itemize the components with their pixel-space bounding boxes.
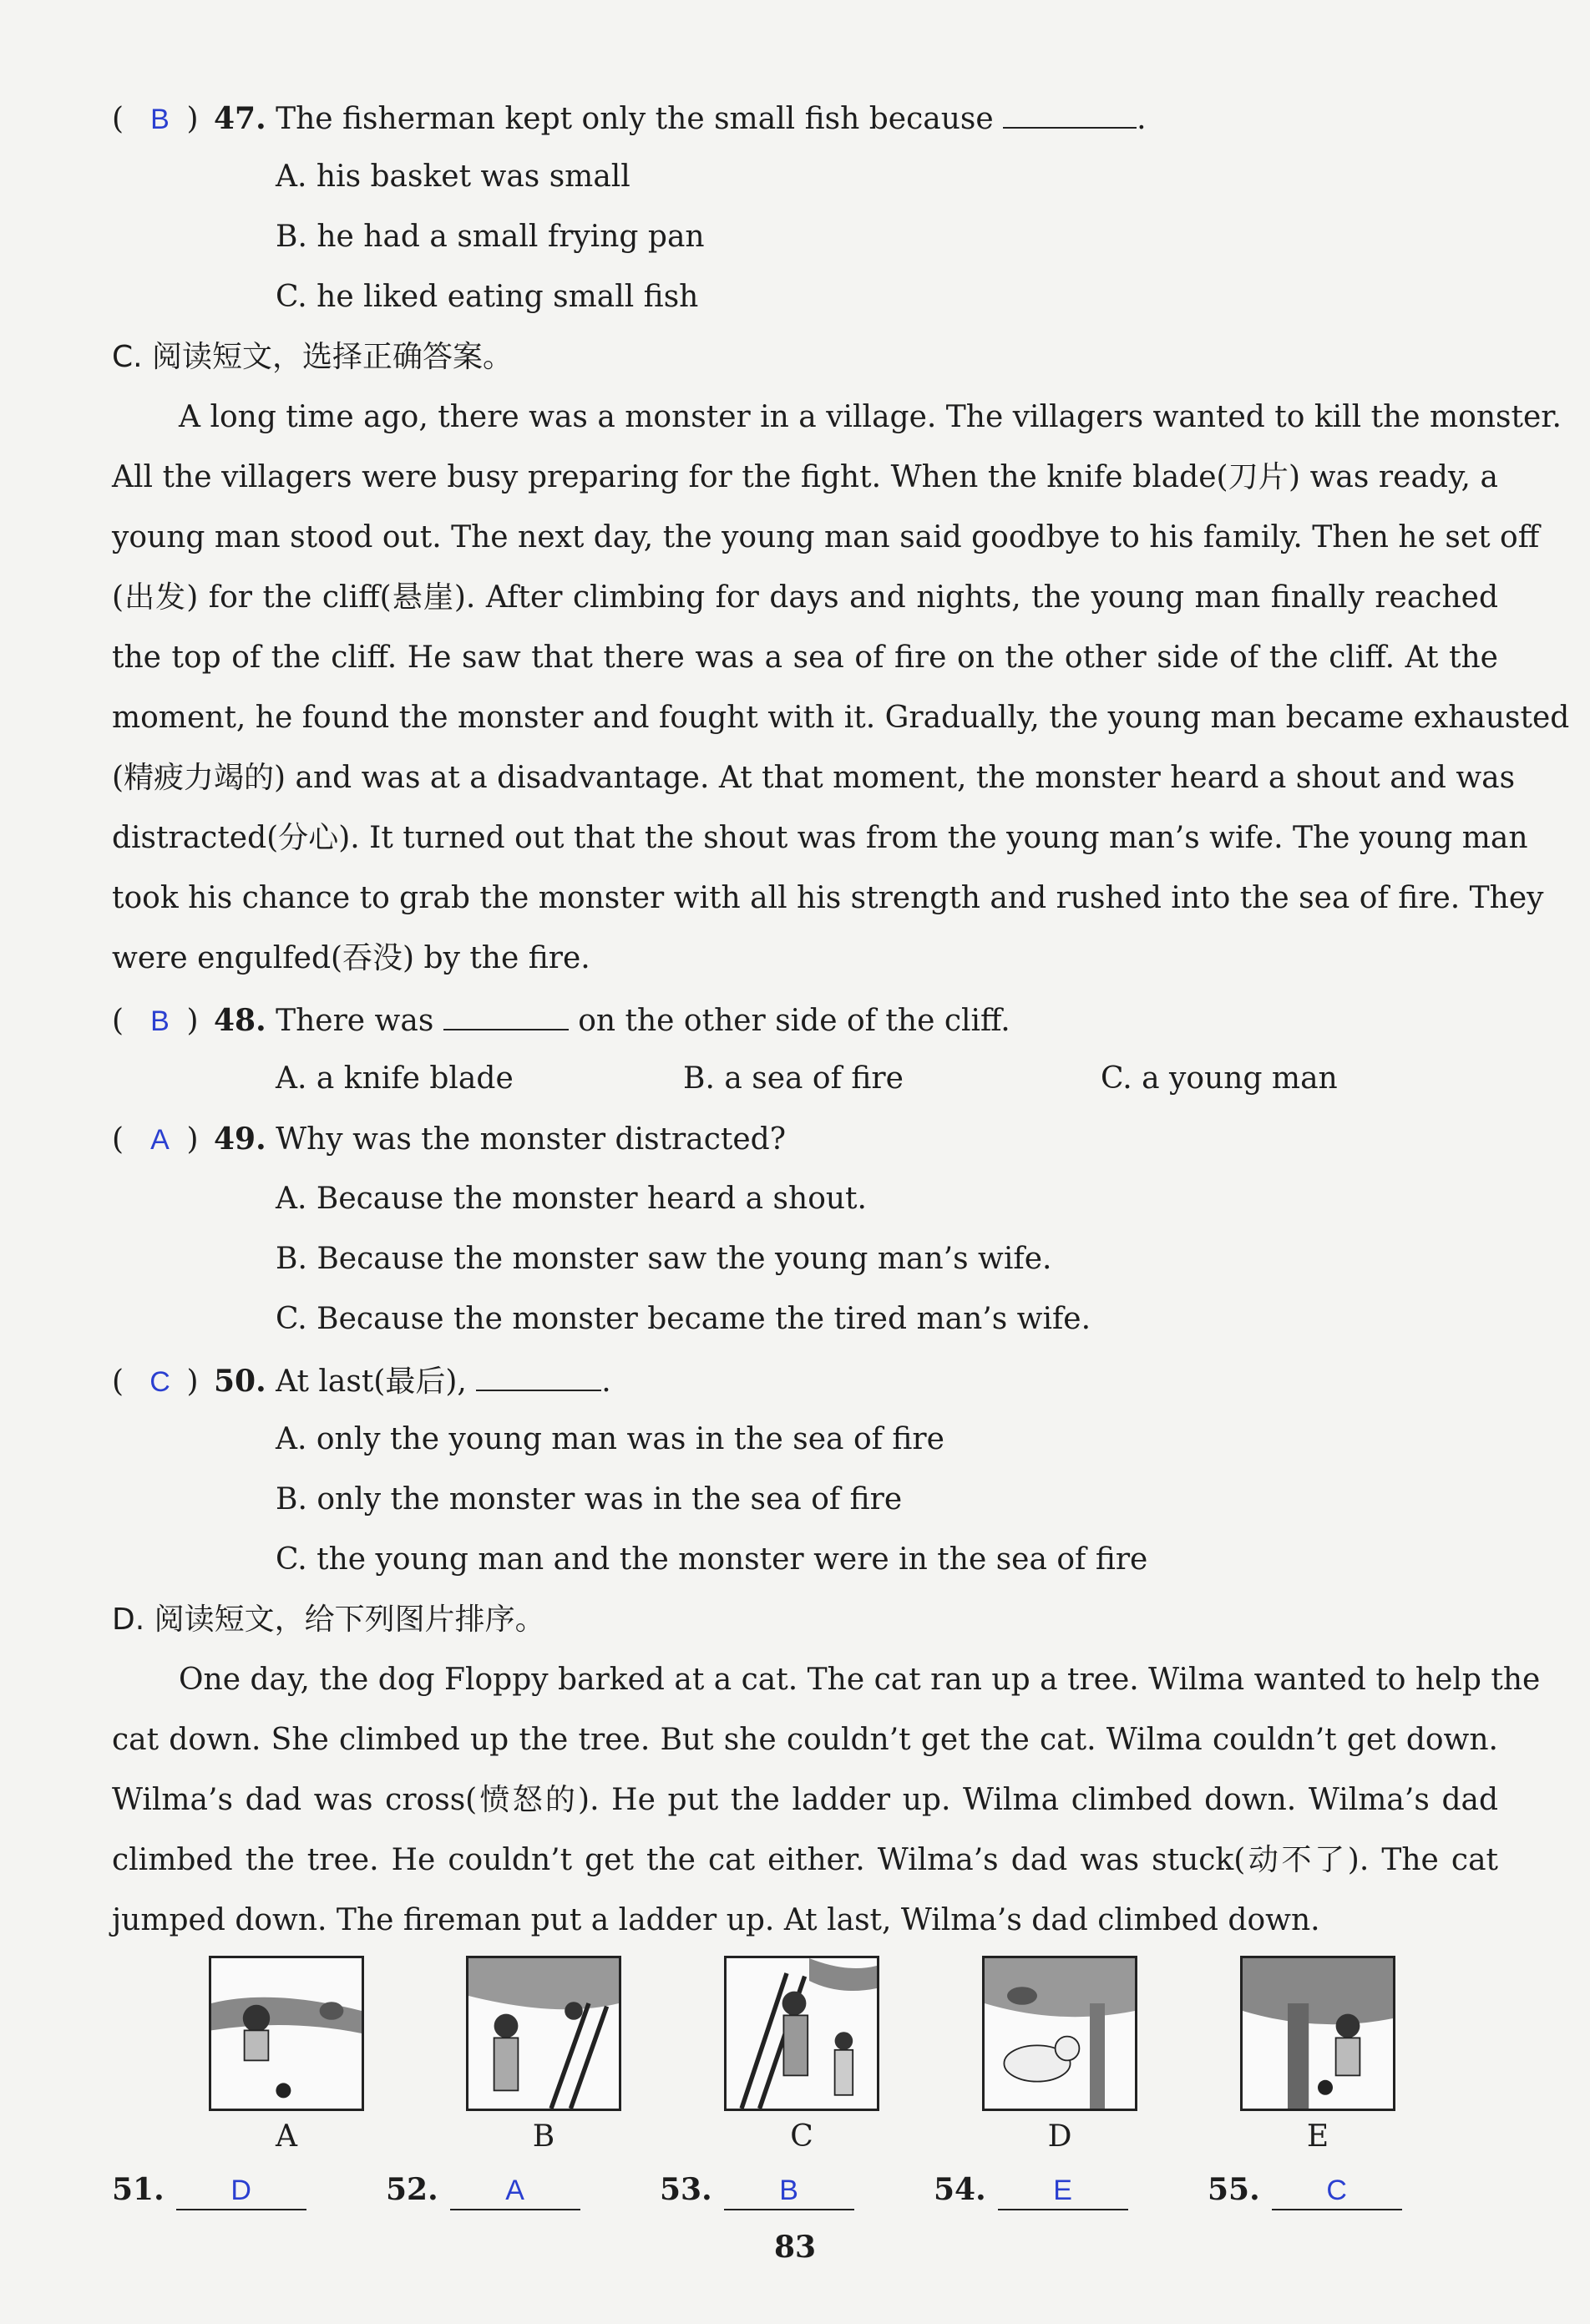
blank-47 <box>1003 99 1137 129</box>
answer-49: A <box>150 1124 170 1156</box>
option-49-b: B. Because the monster saw the young man’s wife. <box>276 1242 1052 1276</box>
fireman-ladder-illustration <box>727 1958 877 2109</box>
passage-d-line-4: climbed the tree. He couldn’t get the cat either. Wilma’s dad was stuck(动不了). The cat <box>112 1843 1498 1877</box>
answer-50: C <box>149 1366 170 1398</box>
question-50: ( C ) 50. At last(最后), . <box>112 1361 611 1400</box>
option-50-a: A. only the young man was in the sea of fire <box>276 1422 944 1456</box>
question-47: ( B ) 47. The fisherman kept only the small fish because . <box>112 99 1147 138</box>
option-48-c: C. a young man <box>1101 1061 1338 1096</box>
answer-52: A <box>450 2172 580 2210</box>
option-47-b: B. he had a small frying pan <box>276 220 705 254</box>
picture-a <box>209 1956 364 2111</box>
question-48: ( B ) 48. There was on the other side of the cliff. <box>112 1000 1010 1040</box>
section-c-title: C. 阅读短文，选择正确答案。 <box>112 340 514 374</box>
answer-51: D <box>176 2172 306 2210</box>
blank-48 <box>443 1000 569 1030</box>
ladder-climbing-illustration <box>468 1958 619 2109</box>
dog-barking-illustration <box>985 1958 1135 2109</box>
option-49-c: C. Because the monster became the tired man’s wife. <box>276 1302 1091 1336</box>
question-49: ( A ) 49. Why was the monster distracted? <box>112 1121 787 1157</box>
answer-47: B <box>150 104 170 135</box>
passage-d-line-5: jumped down. The fireman put a ladder up. At last, Wilma’s dad climbed down. <box>112 1903 1320 1937</box>
passage-c-line-5: the top of the cliff. He saw that there was a sea of fire on the other side of the cliff. At the <box>112 640 1498 675</box>
fill-52: 52. A <box>386 2171 580 2210</box>
picture-b <box>466 1956 621 2111</box>
answer-48: B <box>150 1005 170 1037</box>
option-48-b: B. a sea of fire <box>683 1061 904 1096</box>
picture-d <box>982 1956 1137 2111</box>
page-number: 83 <box>773 2230 817 2265</box>
passage-c-line-3: young man stood out. The next day, the young man said goodbye to his family. Then he set off <box>112 520 1540 554</box>
answer-53: B <box>724 2172 854 2210</box>
passage-c-line-9: took his chance to grab the monster with all his strength and rushed into the sea of fire. They <box>112 881 1544 915</box>
passage-c-line-2: All the villagers were busy preparing for the fight. When the knife blade(刀片) was ready, a <box>112 460 1498 494</box>
girl-in-tree-illustration <box>211 1958 362 2109</box>
passage-c-line-7: (精疲力竭的) and was at a disadvantage. At that moment, the monster heard a shout and was <box>112 761 1516 795</box>
answer-55: C <box>1272 2172 1402 2210</box>
fill-51: 51. D <box>112 2171 306 2210</box>
picture-label-e: E <box>1306 2119 1329 2154</box>
option-47-a: A. his basket was small <box>276 159 630 194</box>
picture-label-b: B <box>532 2119 555 2154</box>
picture-e <box>1240 1956 1395 2111</box>
fill-55: 55. C <box>1208 2171 1402 2210</box>
picture-c <box>724 1956 879 2111</box>
option-47-c: C. he liked eating small fish <box>276 280 699 314</box>
blank-50 <box>476 1361 601 1391</box>
fill-53: 53. B <box>660 2171 854 2210</box>
passage-c-line-8: distracted(分心). It turned out that the shout was from the young man’s wife. The young man <box>112 821 1528 855</box>
passage-d-line-1: One day, the dog Floppy barked at a cat. The cat ran up a tree. Wilma wanted to help the <box>179 1663 1541 1697</box>
dad-stuck-in-tree-illustration <box>1243 1958 1393 2109</box>
section-d-title: D. 阅读短文，给下列图片排序。 <box>112 1602 545 1637</box>
option-50-b: B. only the monster was in the sea of fire <box>276 1482 903 1516</box>
option-49-a: A. Because the monster heard a shout. <box>276 1182 867 1216</box>
passage-c-line-6: moment, he found the monster and fought with it. Gradually, the young man became exhausted <box>112 701 1570 735</box>
option-48-a: A. a knife blade <box>276 1061 514 1096</box>
picture-label-c: C <box>790 2119 813 2154</box>
passage-c-line-1: A long time ago, there was a monster in a village. The villagers wanted to kill the monster. <box>179 400 1562 434</box>
picture-label-a: A <box>276 2119 297 2154</box>
picture-label-d: D <box>1047 2119 1072 2154</box>
answer-54: E <box>998 2172 1128 2210</box>
passage-c-line-10: were engulfed(吞没) by the fire. <box>112 941 590 975</box>
passage-c-line-4: (出发) for the cliff(悬崖). After climbing for days and nights, the young man finally reached <box>112 580 1498 615</box>
passage-d-line-3: Wilma’s dad was cross(愤怒的). He put the ladder up. Wilma climbed down. Wilma’s dad <box>112 1783 1498 1817</box>
fill-54: 54. E <box>934 2171 1128 2210</box>
option-50-c: C. the young man and the monster were in the sea of fire <box>276 1542 1148 1577</box>
passage-d-line-2: cat down. She climbed up the tree. But she couldn’t get the cat. Wilma couldn’t get down. <box>112 1723 1498 1757</box>
